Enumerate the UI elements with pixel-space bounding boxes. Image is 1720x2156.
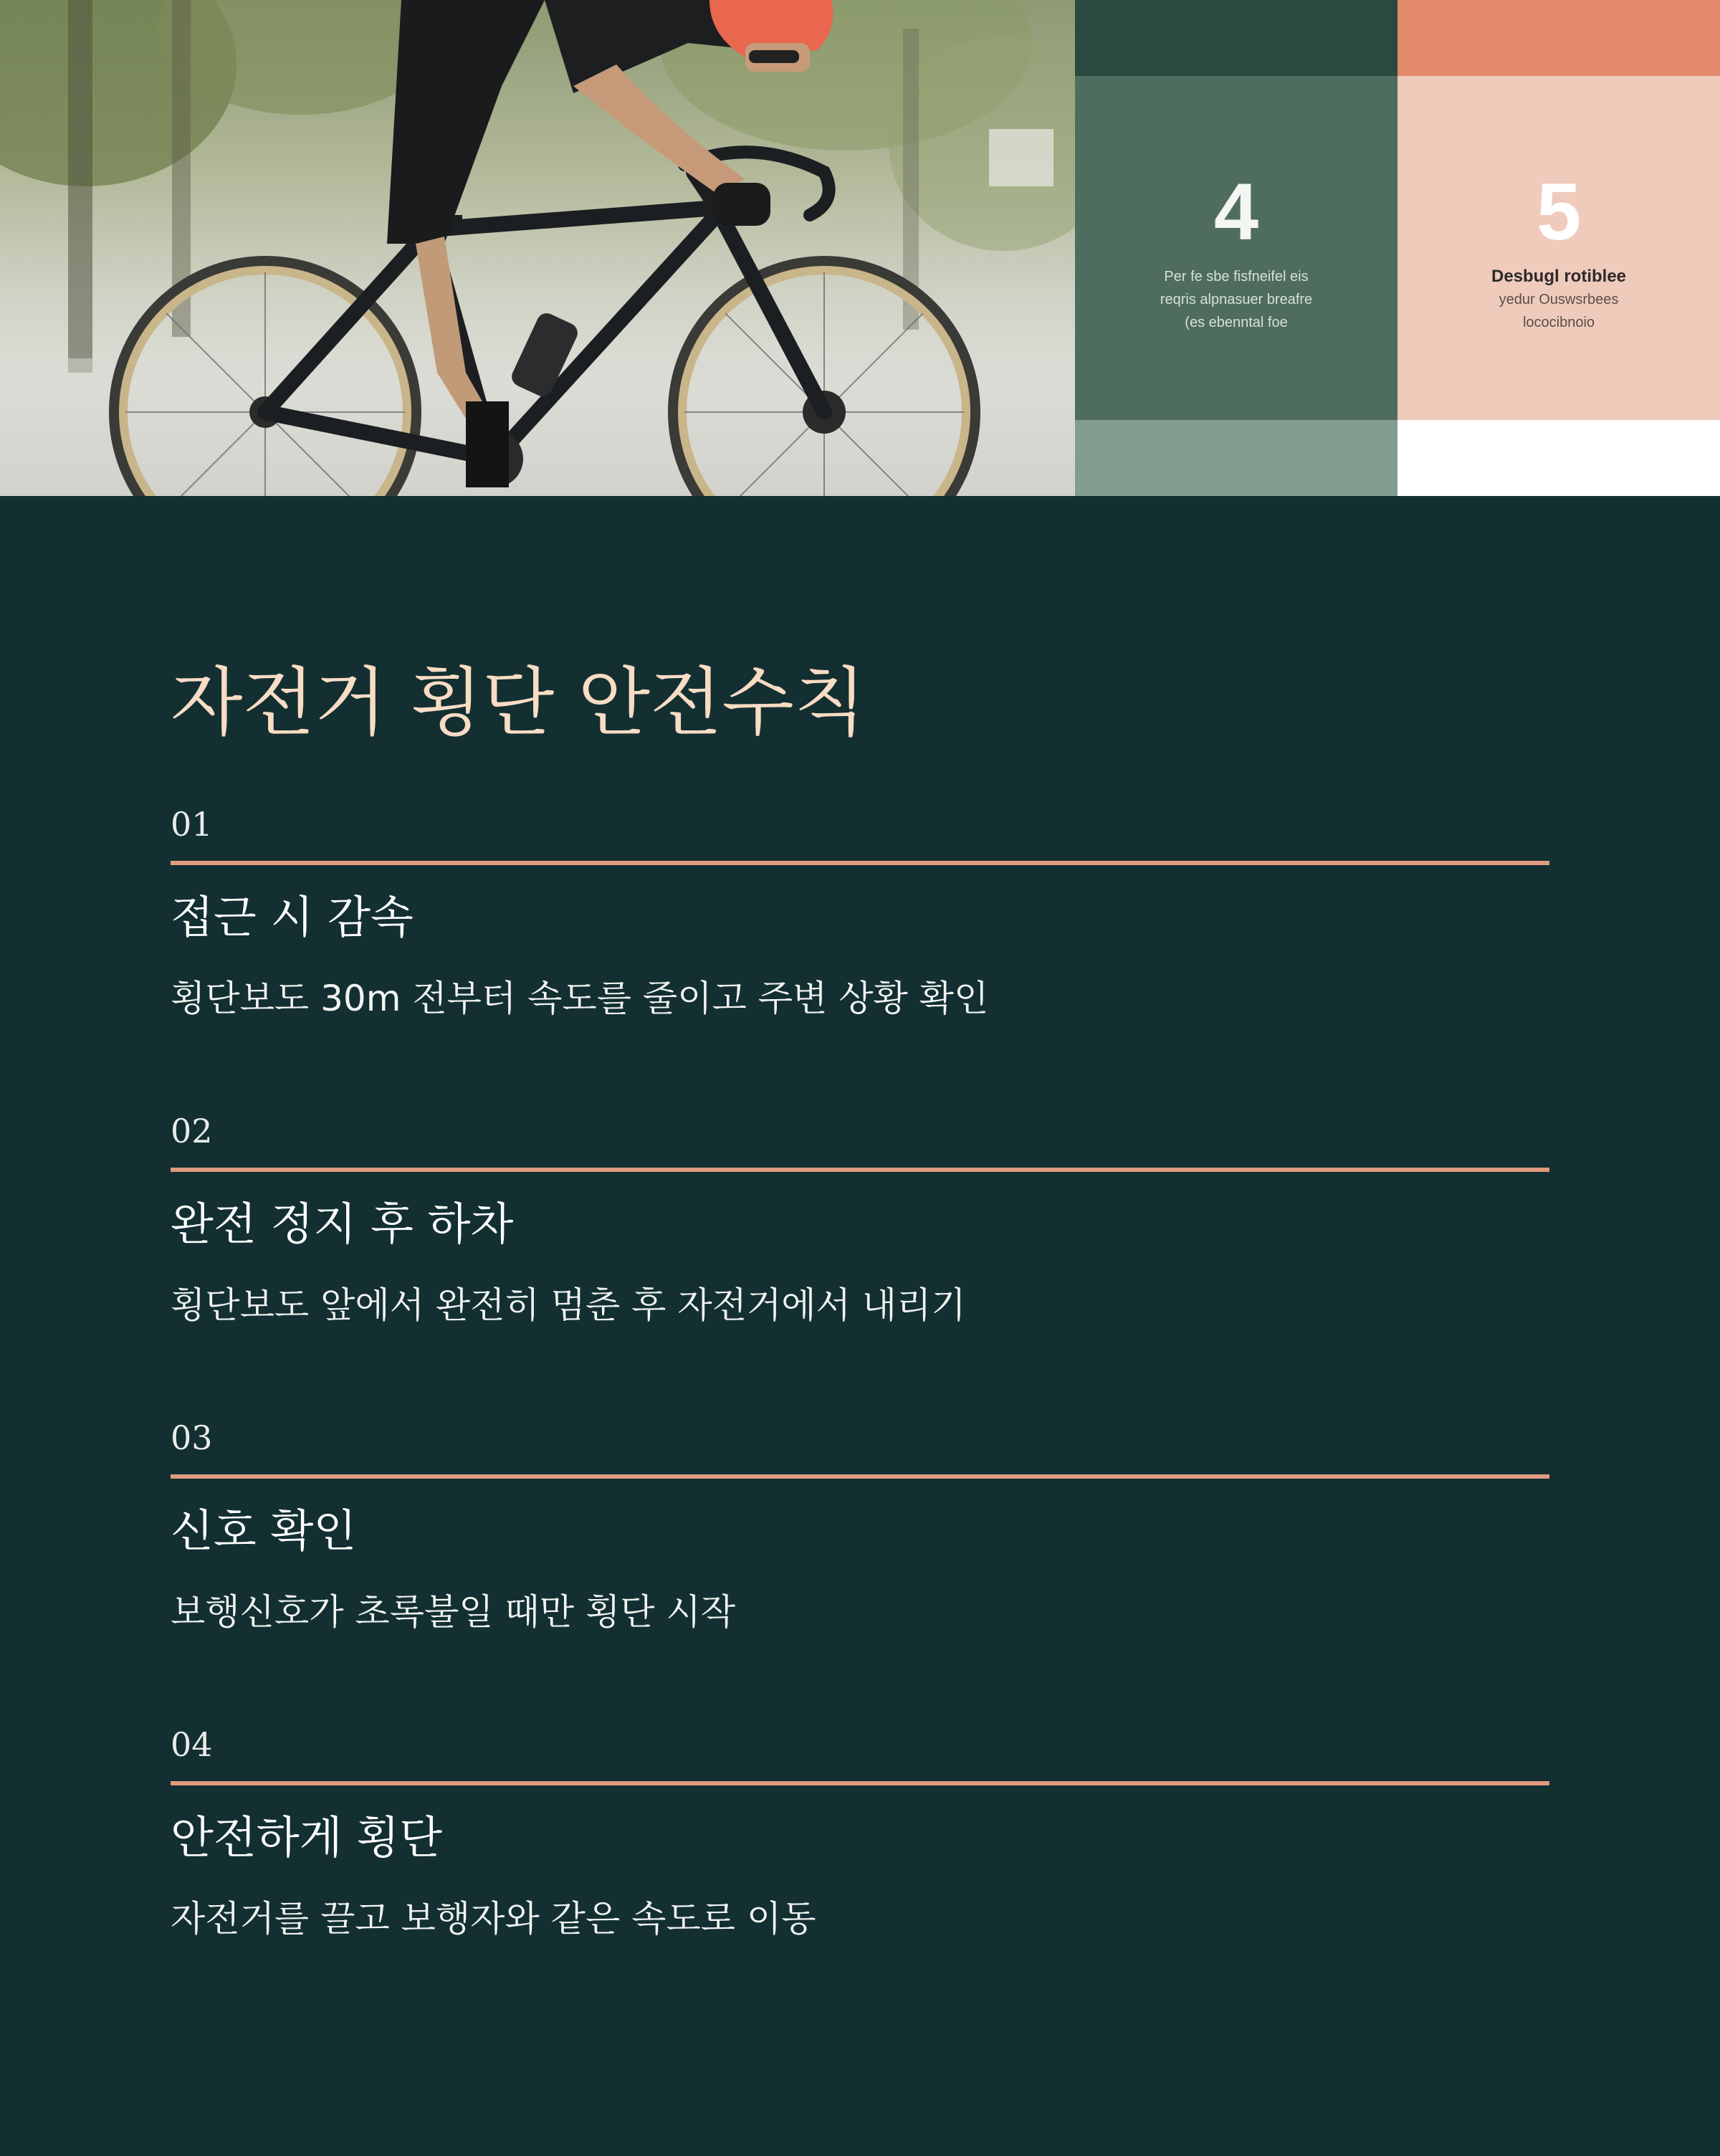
step-item-01 [0, 803, 1720, 1018]
tile-top-band [1075, 0, 1398, 76]
feature-tile-4 [1075, 0, 1398, 496]
tile-top-band [1398, 0, 1720, 76]
step-item-04 [0, 1723, 1720, 1938]
step-heading: 완전 정지 후 하차 [171, 1198, 514, 1250]
step-description: 횡단보도 30m 전부터 속도를 줄이고 주변 상황 확인 [171, 978, 989, 1019]
cyclist-illustration [0, 0, 1075, 496]
step-item-03 [0, 1416, 1720, 1631]
tile-caption-line: (es ebenntal foe [1185, 315, 1288, 330]
step-description: 보행신호가 초록불일 때만 횡단 시작 [171, 1591, 736, 1633]
tile-bottom-band [1398, 420, 1720, 496]
tile-caption [1075, 265, 1398, 334]
hero-banner [0, 0, 1720, 496]
step-heading: 신호 확인 [171, 1504, 357, 1557]
tile-number: 4 [1213, 167, 1259, 257]
step-number: 04 [171, 1725, 213, 1764]
step-divider [171, 1781, 1549, 1785]
tile-bottom-band [1075, 420, 1398, 496]
step-description: 횡단보도 앞에서 완전히 멈춘 후 자전거에서 내리기 [171, 1284, 966, 1326]
page-title: 자전거 횡단 안전수칙 [171, 659, 866, 746]
step-heading: 접근 시 감속 [171, 891, 414, 943]
tile-caption-line: reqris alpnasuer breafre [1160, 292, 1313, 307]
step-item-02 [0, 1110, 1720, 1325]
step-number: 03 [171, 1418, 213, 1457]
cyclist-photo [0, 0, 1075, 496]
tile-number: 5 [1536, 167, 1582, 257]
tile-content [1398, 169, 1720, 334]
tile-caption-line: Per fe sbe fisfneifel eis [1164, 269, 1309, 285]
tile-caption-line: yedur Ouswsrbees [1499, 292, 1619, 307]
step-heading: 안전하게 횡단 [171, 1811, 443, 1864]
step-number: 01 [171, 805, 213, 844]
step-divider [171, 1168, 1549, 1172]
step-divider [171, 861, 1549, 865]
tile-caption [1398, 265, 1720, 334]
tile-caption-line: Desbugl rotiblee [1491, 267, 1627, 286]
feature-tile-5 [1398, 0, 1720, 496]
tile-content [1075, 169, 1398, 334]
step-description: 자전거를 끌고 보행자와 같은 속도로 이동 [171, 1898, 816, 1940]
tile-caption-line: lococibnoio [1522, 315, 1595, 330]
step-divider [171, 1474, 1549, 1479]
step-number: 02 [171, 1112, 213, 1150]
